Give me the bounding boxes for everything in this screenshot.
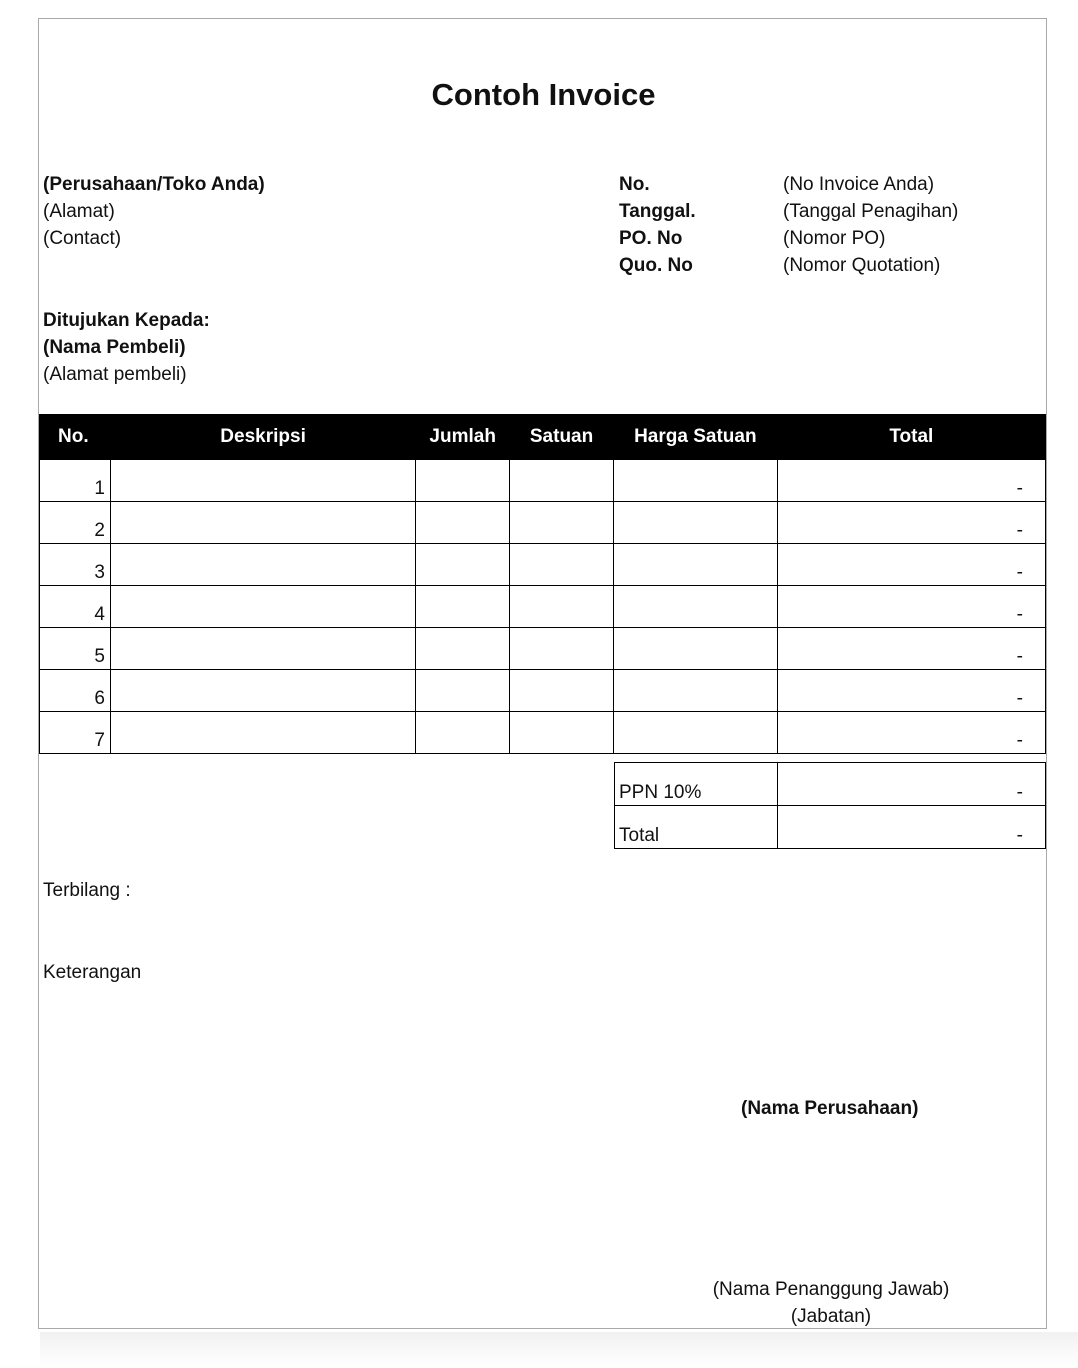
row-number: 6 bbox=[40, 670, 111, 712]
seller-address: (Alamat) bbox=[43, 201, 115, 222]
recipient-heading: Ditujukan Kepada: bbox=[43, 310, 210, 331]
header-quantity: Jumlah bbox=[416, 415, 510, 460]
row-total-cell: - bbox=[777, 502, 1045, 544]
row-unit-cell[interactable] bbox=[510, 586, 614, 628]
row-unit-price-cell[interactable] bbox=[613, 586, 777, 628]
header-no: No. bbox=[40, 415, 111, 460]
items-header-row bbox=[40, 415, 1046, 460]
row-quantity-cell[interactable] bbox=[416, 628, 510, 670]
grand-total-value: - bbox=[778, 806, 1046, 849]
row-total-cell: - bbox=[777, 460, 1045, 502]
row-unit-price-cell[interactable] bbox=[613, 502, 777, 544]
table-row bbox=[40, 502, 1046, 544]
row-number: 7 bbox=[40, 712, 111, 754]
recipient-address: (Alamat pembeli) bbox=[43, 364, 187, 385]
header-unit-price: Harga Satuan bbox=[613, 415, 777, 460]
row-unit-cell[interactable] bbox=[510, 628, 614, 670]
terbilang-label: Terbilang : bbox=[43, 880, 131, 901]
row-unit-price-cell[interactable] bbox=[613, 544, 777, 586]
meta-date-label: Tanggal. bbox=[619, 201, 696, 222]
row-quantity-cell[interactable] bbox=[416, 502, 510, 544]
header-total: Total bbox=[777, 415, 1045, 460]
row-description-cell[interactable] bbox=[110, 460, 415, 502]
row-unit-price-cell[interactable] bbox=[613, 628, 777, 670]
row-description-cell[interactable] bbox=[110, 586, 415, 628]
row-total-cell: - bbox=[777, 712, 1045, 754]
signature-position: (Jabatan) bbox=[790, 1306, 872, 1327]
row-total-cell: - bbox=[777, 670, 1045, 712]
recipient-name: (Nama Pembeli) bbox=[43, 337, 186, 358]
row-number: 2 bbox=[40, 502, 111, 544]
row-description-cell[interactable] bbox=[110, 544, 415, 586]
row-number: 3 bbox=[40, 544, 111, 586]
invoice-page bbox=[38, 18, 1047, 1329]
row-quantity-cell[interactable] bbox=[416, 670, 510, 712]
row-description-cell[interactable] bbox=[110, 670, 415, 712]
row-unit-cell[interactable] bbox=[510, 502, 614, 544]
meta-no-label: No. bbox=[619, 174, 650, 195]
row-unit-price-cell[interactable] bbox=[613, 460, 777, 502]
tax-label: PPN 10% bbox=[615, 763, 778, 806]
seller-name: (Perusahaan/Toko Anda) bbox=[43, 174, 265, 195]
signature-company: (Nama Perusahaan) bbox=[741, 1098, 919, 1119]
row-unit-price-cell[interactable] bbox=[613, 712, 777, 754]
meta-quo-label: Quo. No bbox=[619, 255, 693, 276]
meta-po-label: PO. No bbox=[619, 228, 683, 249]
tax-value: - bbox=[778, 763, 1046, 806]
keterangan-label: Keterangan bbox=[43, 962, 142, 983]
table-row bbox=[40, 544, 1046, 586]
signature-person: (Nama Penanggung Jawab) bbox=[712, 1279, 950, 1300]
grand-total-label: Total bbox=[615, 806, 778, 849]
table-row bbox=[40, 670, 1046, 712]
items-table bbox=[39, 414, 1046, 754]
header-unit: Satuan bbox=[510, 415, 614, 460]
summary-table bbox=[614, 762, 1046, 849]
meta-po-value: (Nomor PO) bbox=[783, 228, 886, 249]
meta-date-value: (Tanggal Penagihan) bbox=[783, 201, 959, 222]
table-row bbox=[40, 460, 1046, 502]
row-number: 1 bbox=[40, 460, 111, 502]
row-description-cell[interactable] bbox=[110, 502, 415, 544]
row-number: 5 bbox=[40, 628, 111, 670]
seller-contact: (Contact) bbox=[43, 228, 122, 249]
meta-quo-value: (Nomor Quotation) bbox=[783, 255, 941, 276]
row-unit-cell[interactable] bbox=[510, 544, 614, 586]
row-total-cell: - bbox=[777, 628, 1045, 670]
table-row bbox=[40, 628, 1046, 670]
row-quantity-cell[interactable] bbox=[416, 544, 510, 586]
table-row bbox=[40, 586, 1046, 628]
row-number: 4 bbox=[40, 586, 111, 628]
page-shadow bbox=[40, 1332, 1078, 1368]
row-description-cell[interactable] bbox=[110, 628, 415, 670]
row-quantity-cell[interactable] bbox=[416, 586, 510, 628]
table-row bbox=[40, 712, 1046, 754]
row-quantity-cell[interactable] bbox=[416, 460, 510, 502]
row-total-cell: - bbox=[777, 544, 1045, 586]
invoice-title: Contoh Invoice bbox=[431, 77, 656, 112]
row-total-cell: - bbox=[777, 586, 1045, 628]
row-description-cell[interactable] bbox=[110, 712, 415, 754]
row-quantity-cell[interactable] bbox=[416, 712, 510, 754]
summary-row-tax bbox=[615, 763, 1046, 806]
row-unit-cell[interactable] bbox=[510, 670, 614, 712]
summary-row-total bbox=[615, 806, 1046, 849]
row-unit-cell[interactable] bbox=[510, 460, 614, 502]
meta-no-value: (No Invoice Anda) bbox=[783, 174, 935, 195]
header-description: Deskripsi bbox=[110, 415, 415, 460]
row-unit-cell[interactable] bbox=[510, 712, 614, 754]
row-unit-price-cell[interactable] bbox=[613, 670, 777, 712]
